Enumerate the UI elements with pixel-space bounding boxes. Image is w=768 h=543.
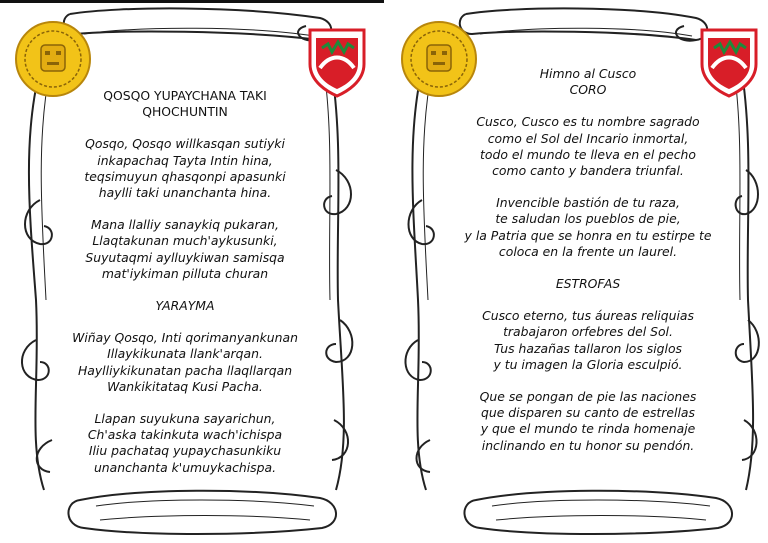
school-shield-icon [306, 24, 368, 98]
verse-line: Llapan suyukuna sayarichun, [94, 411, 276, 427]
verse-line: Cusco eterno, tus áureas reliquias [482, 308, 694, 324]
verse-line: coloca en la frente un laurel. [498, 243, 678, 259]
verse-line: y que el mundo te rinda homenaje [480, 421, 696, 437]
section-heading: ESTROFAS [555, 276, 621, 292]
right-page [396, 0, 768, 543]
verse-line: Wankikitataq Kusi Pacha. [107, 378, 263, 394]
verse-line: Cusco, Cusco es tu nombre sagrado [476, 114, 700, 130]
verse-line: trabajaron orfebres del Sol. [503, 324, 673, 340]
verse-line: todo el mundo te lleva en el pecho [480, 146, 696, 162]
verse-line: Mana llalliy sanaykiq pukaran, [91, 217, 279, 233]
verse-line: Qosqo, Qosqo willkasqan sutiyki [85, 136, 285, 152]
quechua-poem [50, 88, 320, 476]
verse-line: inclinando en tu honor su pendón. [481, 437, 695, 453]
verse-line: Suyutaqmi aylluykiwan samisqa [85, 249, 285, 265]
verse-line: unanchanta k'umuykachispa. [93, 459, 277, 475]
verse-line: Que se pongan de pie las naciones [479, 389, 697, 405]
hymn-chorus-heading: CORO [569, 82, 607, 98]
verse-line: y tu imagen la Gloria esculpió. [493, 356, 683, 372]
verse-line: Haylliykikunatan pacha llaqllarqan [77, 362, 293, 378]
verse-line: como canto y bandera triunfal. [492, 163, 684, 179]
verse-line: Illaykikunata llank'arqan. [107, 346, 263, 362]
verse-line: Invencible bastión de tu raza, [496, 195, 680, 211]
poem-title-line-2: QHOCHUNTIN [142, 104, 228, 120]
verse-line: Tus hazañas tallaron los siglos [493, 340, 682, 356]
verse-line: haylli taki unanchanta hina. [98, 185, 272, 201]
verse-line: te saludan los pueblos de pie, [495, 211, 681, 227]
verse-line: Wiñay Qosqo, Inti qorimanyankunan [72, 330, 298, 346]
section-heading: YARAYMA [155, 298, 215, 314]
verse-line: y la Patria que se honra en tu estirpe te [464, 227, 712, 243]
verse-line: Llaqtakunan much'aykusunki, [92, 233, 278, 249]
verse-line: teqsimuyun qhasqonpi apasunki [84, 168, 286, 184]
verse-line: Ch'aska takinkuta wach'ichispa [87, 427, 283, 443]
spanish-hymn [426, 66, 750, 454]
poem-title-line-1: QOSQO YUPAYCHANA TAKI [103, 88, 267, 103]
verse-line: inkapachaq Tayta Intin hina, [97, 152, 273, 168]
inca-sun-coin-icon [14, 20, 92, 98]
verse-line: como el Sol del Incario inmortal, [487, 130, 689, 146]
verse-line: que disparen su canto de estrellas [481, 405, 695, 421]
left-page [0, 0, 372, 543]
verse-line: Iliu pachataq yupaychasunkiku [88, 443, 282, 459]
hymn-title: Himno al Cusco [539, 66, 637, 81]
verse-line: mat'iykiman pilluta churan [101, 265, 269, 281]
